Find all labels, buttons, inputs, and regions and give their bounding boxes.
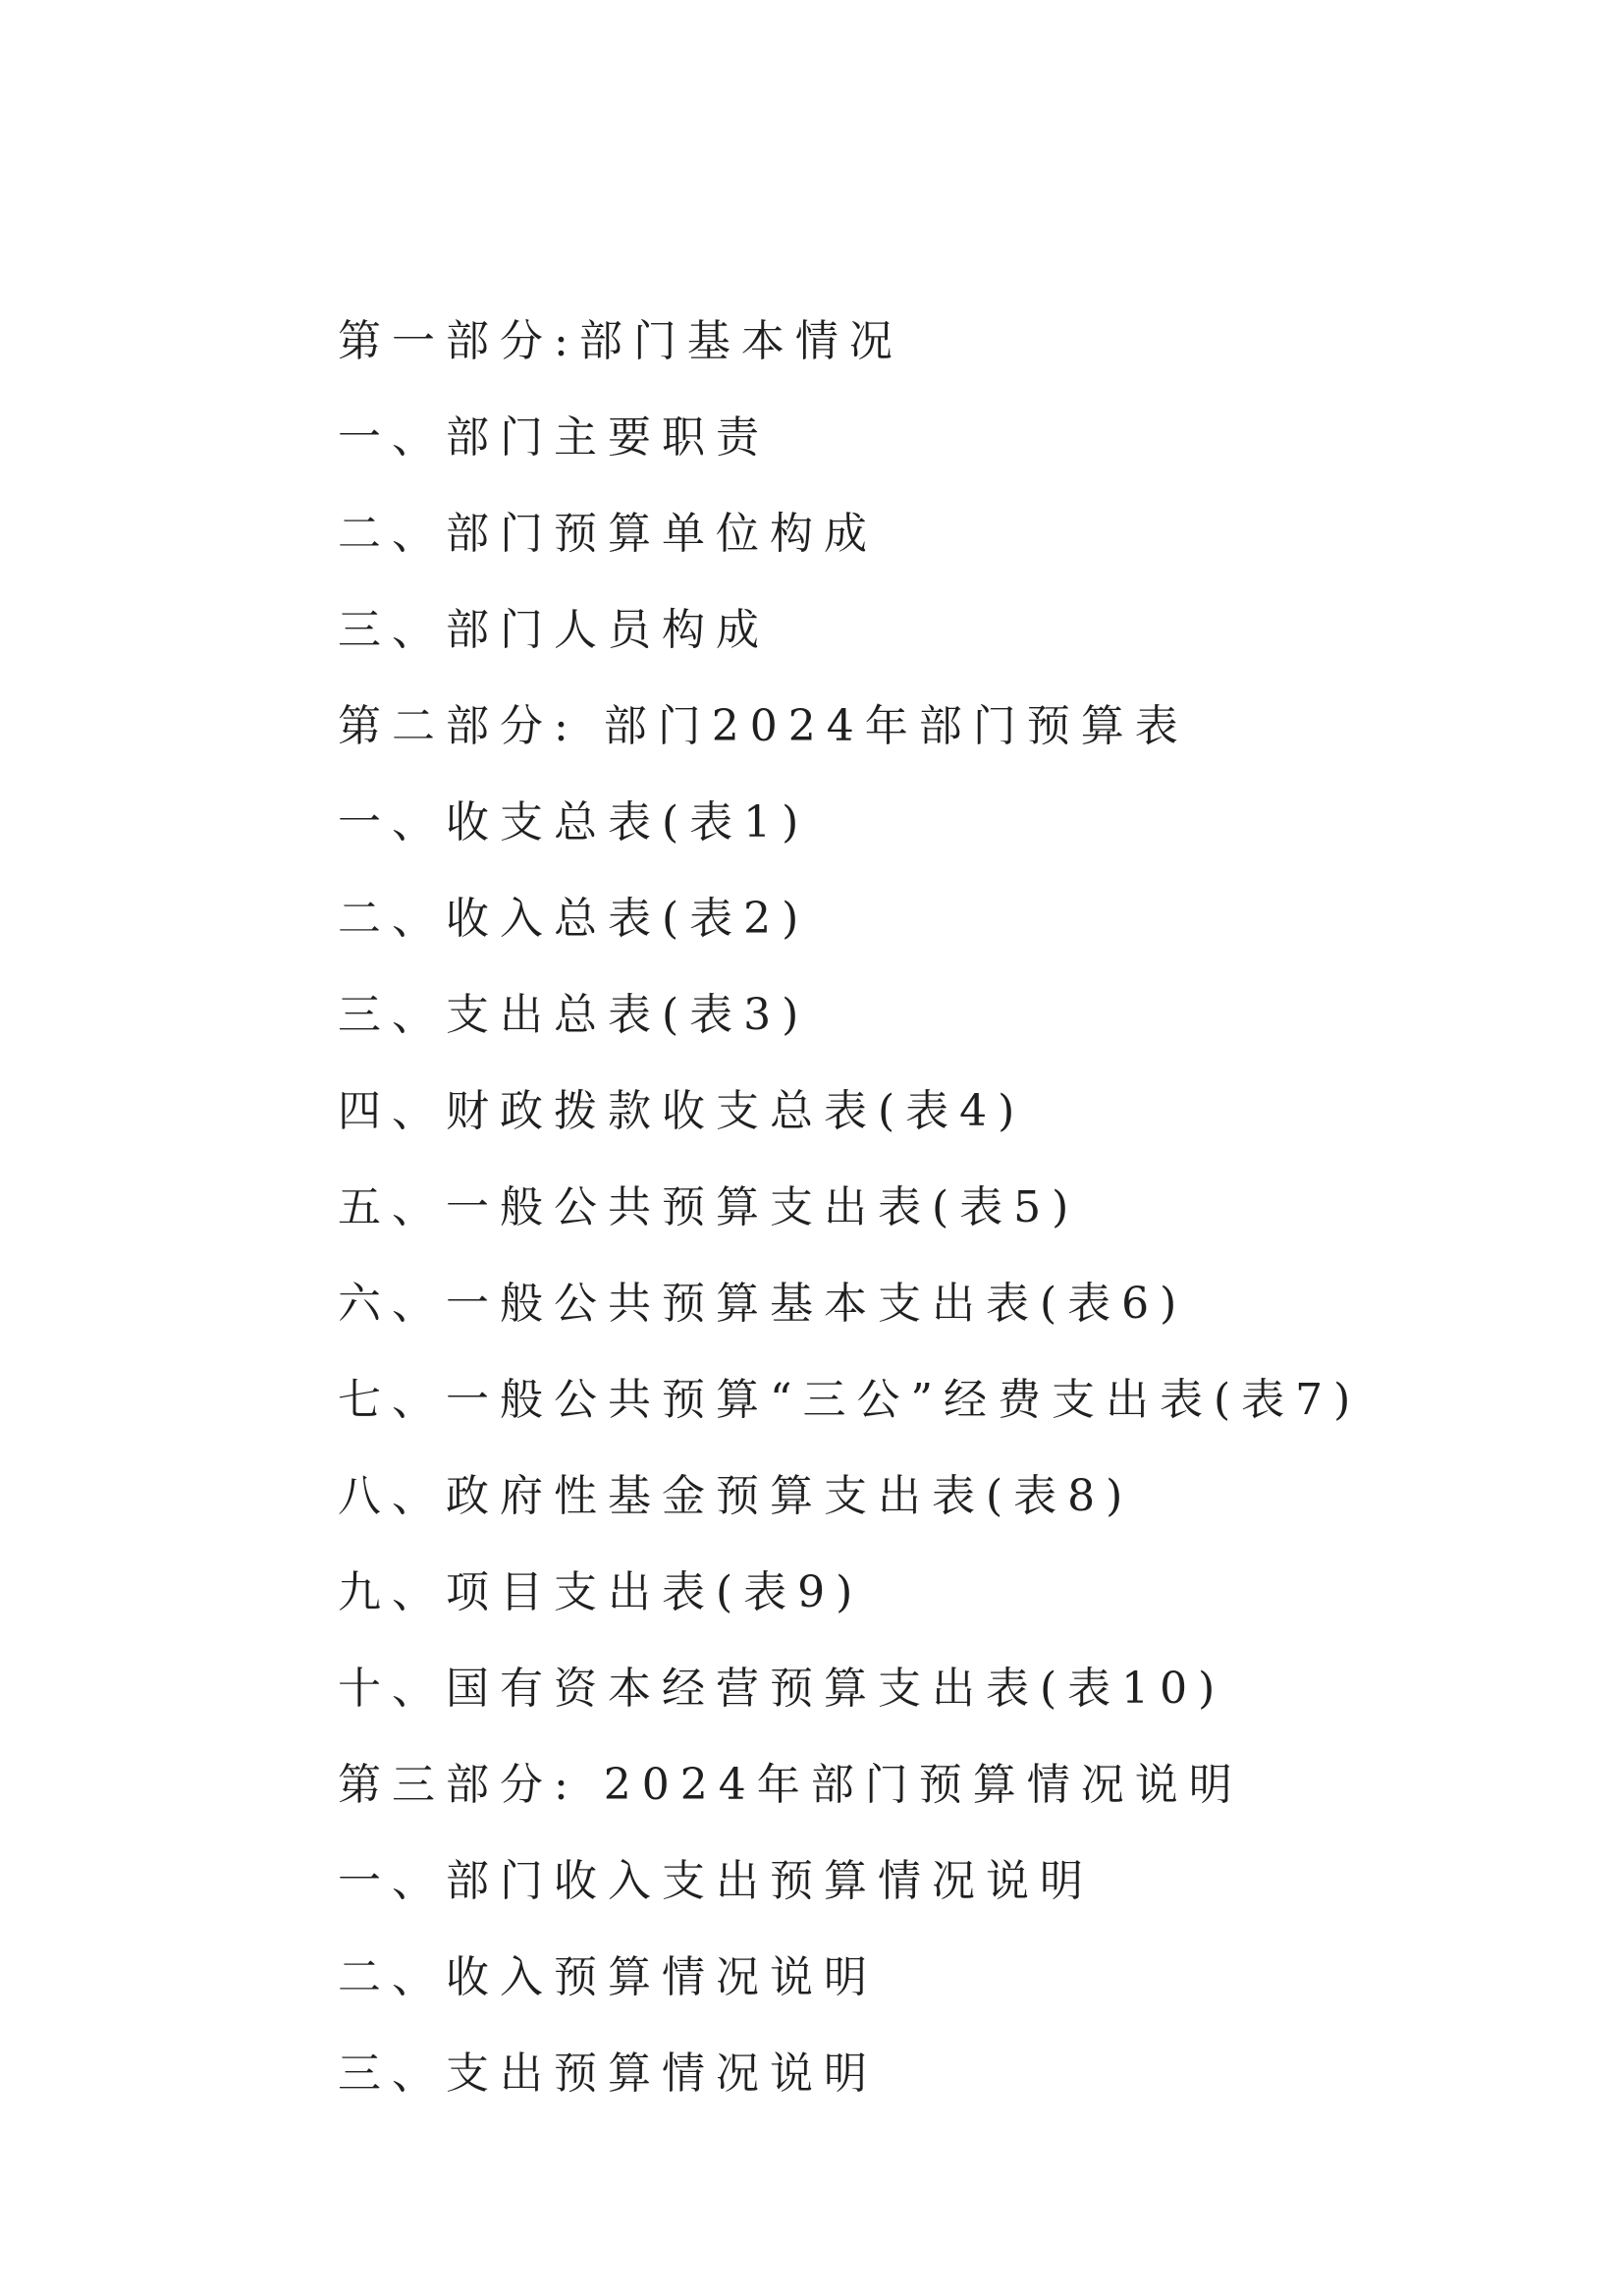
toc-item: 二、收入总表(表2) — [338, 894, 810, 944]
toc-item: 三、部门人员构成 — [338, 605, 770, 655]
toc-part-heading: 第二部分: 部门2024年部门预算表 — [338, 701, 1189, 751]
toc-item: 一、部门主要职责 — [338, 412, 770, 463]
toc-item: 三、支出总表(表3) — [338, 990, 810, 1040]
toc-item: 八、政府性基金预算支出表(表8) — [338, 1471, 1134, 1521]
toc-part-heading: 第三部分: 2024年部门预算情况说明 — [338, 1760, 1243, 1810]
toc-item: 九、项目支出表(表9) — [338, 1567, 864, 1617]
toc-item: 十、国有资本经营预算支出表(表10) — [338, 1664, 1226, 1714]
toc-item: 六、一般公共预算基本支出表(表6) — [338, 1279, 1188, 1329]
toc-item: 五、一般公共预算支出表(表5) — [338, 1182, 1080, 1232]
toc-item: 一、部门收入支出预算情况说明 — [338, 1856, 1094, 1906]
toc-item: 一、收支总表(表1) — [338, 797, 810, 847]
toc-part-heading: 第一部分:部门基本情况 — [338, 316, 903, 366]
toc-item: 二、收入预算情况说明 — [338, 1952, 878, 2002]
table-of-contents — [338, 312, 1361, 2141]
toc-item: 二、部门预算单位构成 — [338, 509, 878, 559]
toc-item: 七、一般公共预算“三公”经费支出表(表7) — [338, 1375, 1362, 1425]
toc-item: 四、财政拨款收支总表(表4) — [338, 1086, 1026, 1136]
toc-item: 三、支出预算情况说明 — [338, 2049, 878, 2099]
